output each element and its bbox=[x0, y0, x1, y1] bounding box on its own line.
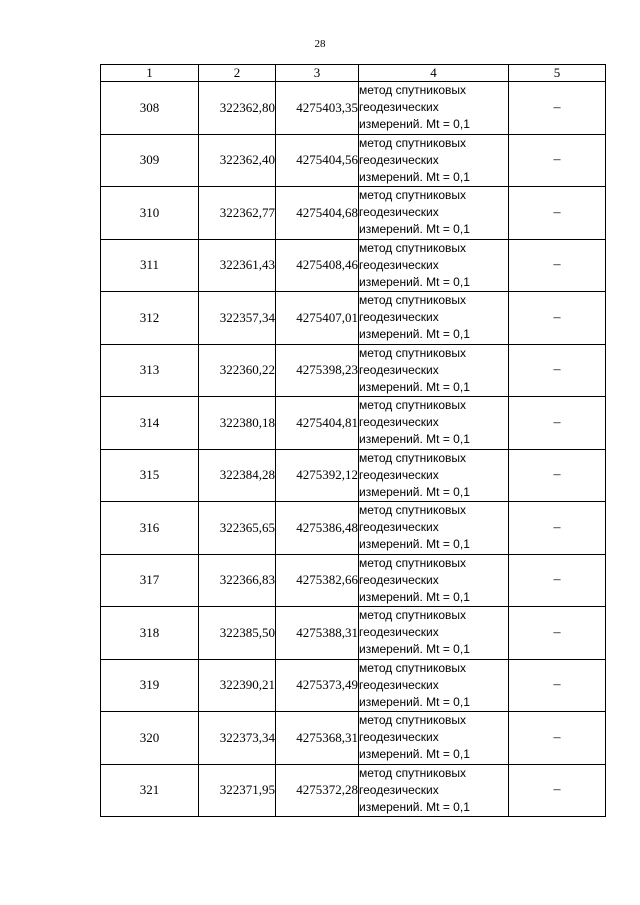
note-cell: – bbox=[509, 239, 606, 292]
table-header-row bbox=[101, 65, 606, 82]
method-cell bbox=[359, 82, 509, 135]
x-coordinate-cell: 322362,40 bbox=[199, 134, 276, 187]
x-coordinate-cell: 322384,28 bbox=[199, 449, 276, 502]
table-row bbox=[101, 502, 606, 555]
method-cell bbox=[359, 764, 509, 817]
method-line: измерений. Mt = 0,1 bbox=[359, 432, 470, 447]
table-row bbox=[101, 187, 606, 240]
method-line: метод спутниковых bbox=[359, 240, 467, 255]
method-cell bbox=[359, 344, 509, 397]
table-row bbox=[101, 449, 606, 502]
method-line: геодезических bbox=[359, 205, 439, 220]
method-line: метод спутниковых bbox=[359, 293, 467, 308]
method-line: метод спутниковых bbox=[359, 608, 467, 623]
method-line: метод спутниковых bbox=[359, 398, 467, 413]
x-coordinate-cell: 322390,21 bbox=[199, 659, 276, 712]
point-number-cell: 312 bbox=[101, 292, 199, 345]
column-header-1: 1 bbox=[101, 65, 199, 82]
method-cell bbox=[359, 397, 509, 450]
point-number-cell: 308 bbox=[101, 82, 199, 135]
method-line: измерений. Mt = 0,1 bbox=[359, 222, 470, 237]
method-cell bbox=[359, 449, 509, 502]
method-line: геодезических bbox=[359, 467, 439, 482]
method-line: геодезических bbox=[359, 362, 439, 377]
coordinates-table bbox=[100, 64, 606, 817]
point-number-cell: 310 bbox=[101, 187, 199, 240]
table-row bbox=[101, 554, 606, 607]
table-row bbox=[101, 292, 606, 345]
x-coordinate-cell: 322361,43 bbox=[199, 239, 276, 292]
page-number: 28 bbox=[314, 38, 326, 50]
point-number-cell: 315 bbox=[101, 449, 199, 502]
table-row bbox=[101, 134, 606, 187]
method-line: метод спутниковых bbox=[359, 765, 467, 780]
note-cell: – bbox=[509, 292, 606, 345]
point-number-cell: 313 bbox=[101, 344, 199, 397]
y-coordinate-cell: 4275404,56 bbox=[276, 134, 359, 187]
method-line: метод спутниковых bbox=[359, 83, 467, 98]
method-line: измерений. Mt = 0,1 bbox=[359, 484, 470, 499]
y-coordinate-cell: 4275388,31 bbox=[276, 607, 359, 660]
table-row bbox=[101, 239, 606, 292]
y-coordinate-cell: 4275368,31 bbox=[276, 712, 359, 765]
method-line: измерений. Mt = 0,1 bbox=[359, 169, 470, 184]
x-coordinate-cell: 322360,22 bbox=[199, 344, 276, 397]
method-cell bbox=[359, 239, 509, 292]
method-line: геодезических bbox=[359, 310, 439, 325]
method-line: измерений. Mt = 0,1 bbox=[359, 274, 470, 289]
method-line: измерений. Mt = 0,1 bbox=[359, 642, 470, 657]
note-cell: – bbox=[509, 187, 606, 240]
point-number-cell: 319 bbox=[101, 659, 199, 712]
method-line: измерений. Mt = 0,1 bbox=[359, 747, 470, 762]
y-coordinate-cell: 4275382,66 bbox=[276, 554, 359, 607]
method-line: геодезических bbox=[359, 100, 439, 115]
method-line: метод спутниковых bbox=[359, 188, 467, 203]
x-coordinate-cell: 322362,80 bbox=[199, 82, 276, 135]
point-number-cell: 320 bbox=[101, 712, 199, 765]
method-line: метод спутниковых bbox=[359, 713, 467, 728]
note-cell: – bbox=[509, 397, 606, 450]
method-cell bbox=[359, 187, 509, 240]
column-header-4: 4 bbox=[359, 65, 509, 82]
method-cell bbox=[359, 502, 509, 555]
point-number-cell: 309 bbox=[101, 134, 199, 187]
note-cell: – bbox=[509, 764, 606, 817]
method-line: измерений. Mt = 0,1 bbox=[359, 799, 470, 814]
note-cell: – bbox=[509, 82, 606, 135]
method-line: геодезических bbox=[359, 415, 439, 430]
method-line: измерений. Mt = 0,1 bbox=[359, 379, 470, 394]
note-cell: – bbox=[509, 554, 606, 607]
note-cell: – bbox=[509, 344, 606, 397]
y-coordinate-cell: 4275373,49 bbox=[276, 659, 359, 712]
method-cell bbox=[359, 554, 509, 607]
y-coordinate-cell: 4275408,46 bbox=[276, 239, 359, 292]
table-row bbox=[101, 764, 606, 817]
column-header-2: 2 bbox=[199, 65, 276, 82]
point-number-cell: 317 bbox=[101, 554, 199, 607]
method-line: измерений. Mt = 0,1 bbox=[359, 327, 470, 342]
method-line: метод спутниковых bbox=[359, 135, 467, 150]
method-line: метод спутниковых bbox=[359, 555, 467, 570]
x-coordinate-cell: 322371,95 bbox=[199, 764, 276, 817]
y-coordinate-cell: 4275404,68 bbox=[276, 187, 359, 240]
point-number-cell: 316 bbox=[101, 502, 199, 555]
method-line: измерений. Mt = 0,1 bbox=[359, 694, 470, 709]
method-cell bbox=[359, 659, 509, 712]
point-number-cell: 311 bbox=[101, 239, 199, 292]
note-cell: – bbox=[509, 712, 606, 765]
table-row bbox=[101, 397, 606, 450]
column-header-3: 3 bbox=[276, 65, 359, 82]
y-coordinate-cell: 4275392,12 bbox=[276, 449, 359, 502]
x-coordinate-cell: 322365,65 bbox=[199, 502, 276, 555]
y-coordinate-cell: 4275403,35 bbox=[276, 82, 359, 135]
method-cell bbox=[359, 712, 509, 765]
method-line: геодезических bbox=[359, 152, 439, 167]
method-line: измерений. Mt = 0,1 bbox=[359, 117, 470, 132]
method-line: геодезических bbox=[359, 782, 439, 797]
method-cell bbox=[359, 134, 509, 187]
method-line: метод спутниковых bbox=[359, 450, 467, 465]
x-coordinate-cell: 322362,77 bbox=[199, 187, 276, 240]
point-number-cell: 321 bbox=[101, 764, 199, 817]
column-header-5: 5 bbox=[509, 65, 606, 82]
table-body bbox=[101, 82, 606, 817]
method-cell bbox=[359, 607, 509, 660]
method-line: измерений. Mt = 0,1 bbox=[359, 589, 470, 604]
method-line: геодезических bbox=[359, 677, 439, 692]
method-line: геодезических bbox=[359, 730, 439, 745]
x-coordinate-cell: 322380,18 bbox=[199, 397, 276, 450]
table-row bbox=[101, 607, 606, 660]
y-coordinate-cell: 4275386,48 bbox=[276, 502, 359, 555]
method-line: геодезических bbox=[359, 257, 439, 272]
method-line: измерений. Mt = 0,1 bbox=[359, 537, 470, 552]
method-cell bbox=[359, 292, 509, 345]
x-coordinate-cell: 322385,50 bbox=[199, 607, 276, 660]
x-coordinate-cell: 322357,34 bbox=[199, 292, 276, 345]
table-row bbox=[101, 82, 606, 135]
y-coordinate-cell: 4275404,81 bbox=[276, 397, 359, 450]
note-cell: – bbox=[509, 449, 606, 502]
table-row bbox=[101, 712, 606, 765]
y-coordinate-cell: 4275372,28 bbox=[276, 764, 359, 817]
method-line: метод спутниковых bbox=[359, 345, 467, 360]
method-line: геодезических bbox=[359, 625, 439, 640]
method-line: метод спутниковых bbox=[359, 660, 467, 675]
table-row bbox=[101, 344, 606, 397]
point-number-cell: 314 bbox=[101, 397, 199, 450]
method-line: метод спутниковых bbox=[359, 503, 467, 518]
y-coordinate-cell: 4275407,01 bbox=[276, 292, 359, 345]
x-coordinate-cell: 322366,83 bbox=[199, 554, 276, 607]
y-coordinate-cell: 4275398,23 bbox=[276, 344, 359, 397]
note-cell: – bbox=[509, 502, 606, 555]
note-cell: – bbox=[509, 134, 606, 187]
note-cell: – bbox=[509, 659, 606, 712]
note-cell: – bbox=[509, 607, 606, 660]
table-row bbox=[101, 659, 606, 712]
method-line: геодезических bbox=[359, 520, 439, 535]
point-number-cell: 318 bbox=[101, 607, 199, 660]
method-line: геодезических bbox=[359, 572, 439, 587]
x-coordinate-cell: 322373,34 bbox=[199, 712, 276, 765]
